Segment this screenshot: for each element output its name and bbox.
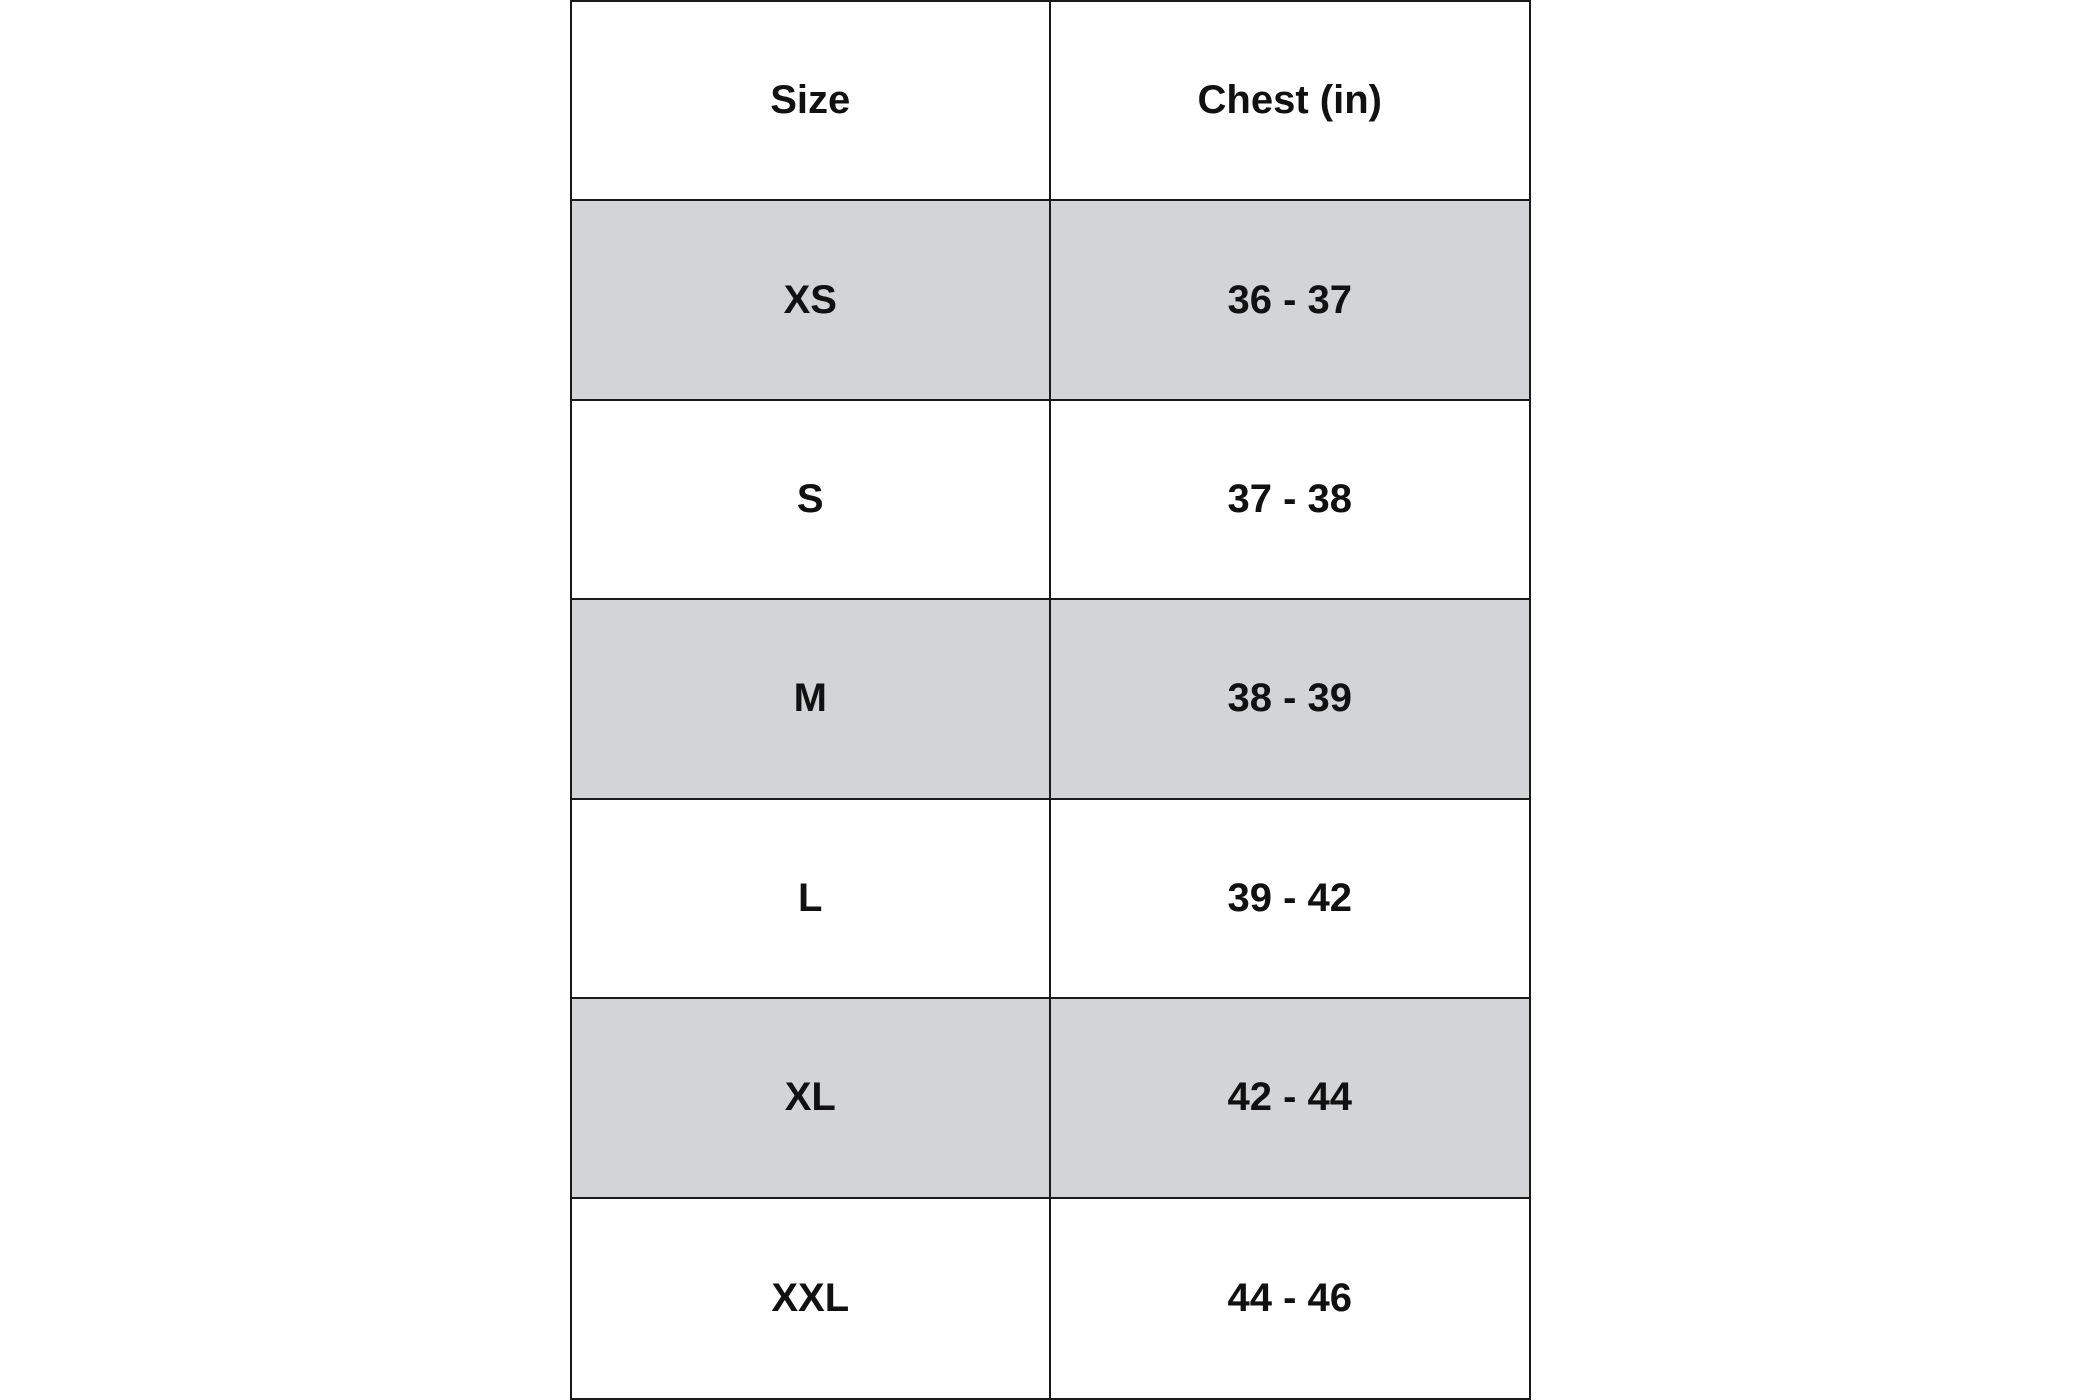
size-cell: XXL: [572, 1199, 1051, 1398]
header-size: Size: [572, 2, 1051, 201]
chest-cell: 42 - 44: [1051, 999, 1530, 1198]
size-cell: XL: [572, 999, 1051, 1198]
header-chest: Chest (in): [1051, 2, 1530, 201]
size-cell: L: [572, 800, 1051, 999]
chest-cell: 38 - 39: [1051, 600, 1530, 799]
chest-cell: 37 - 38: [1051, 401, 1530, 600]
chest-cell: 44 - 46: [1227, 1275, 1353, 1320]
size-chart-table: [570, 0, 1531, 1400]
chest-cell: 36 - 37: [1051, 201, 1530, 400]
size-cell: XS: [572, 201, 1051, 400]
chest-cell: 39 - 42: [1051, 800, 1530, 999]
size-cell: S: [572, 401, 1051, 600]
size-cell: M: [572, 600, 1051, 799]
